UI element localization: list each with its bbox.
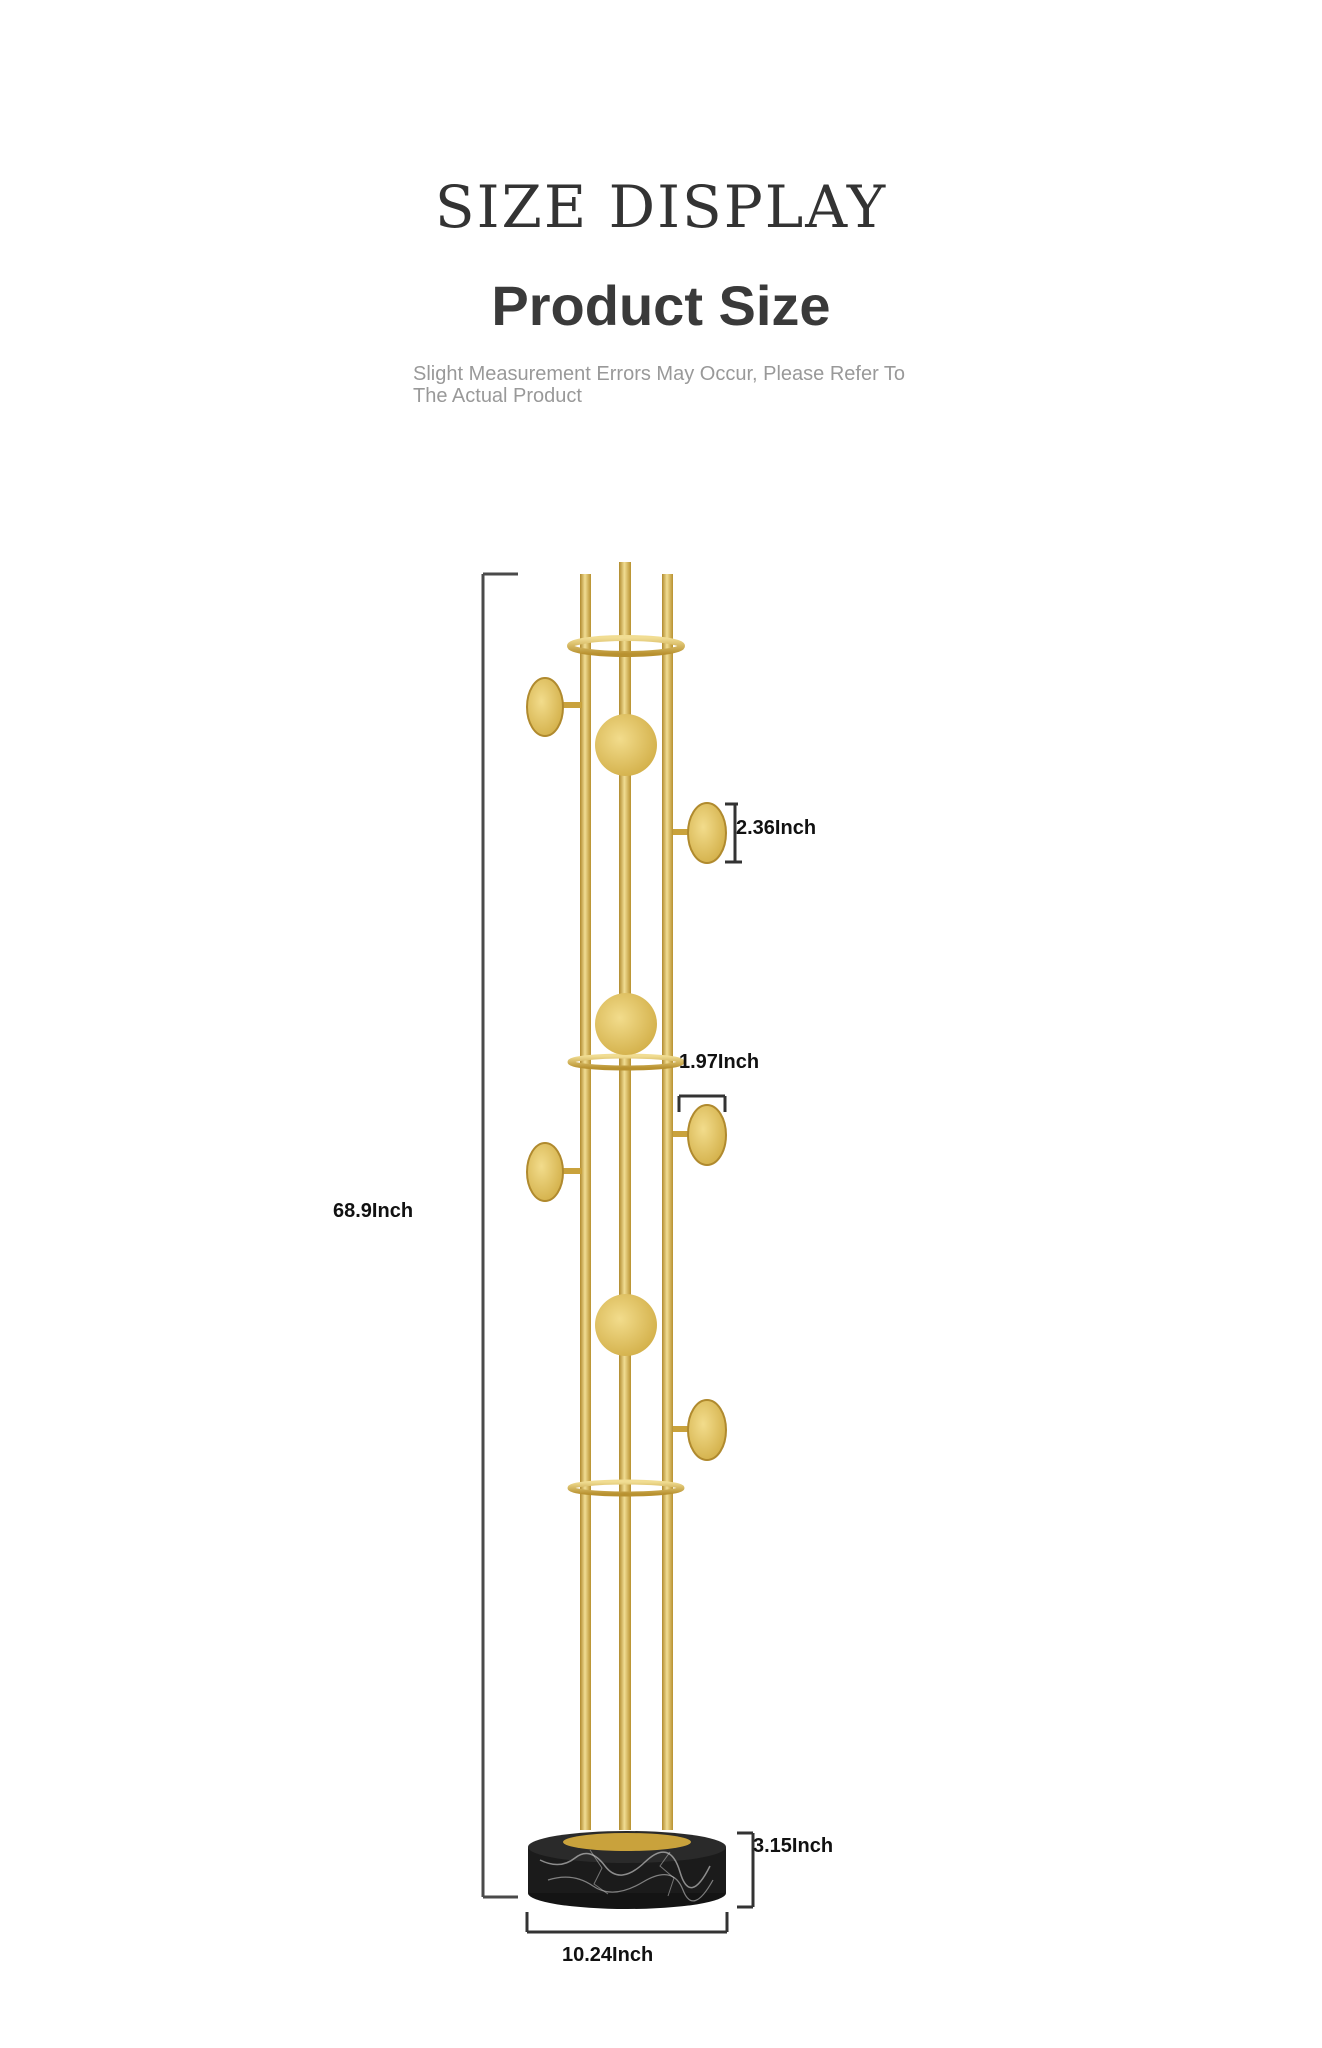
section-title: SIZE DISPLAY bbox=[434, 173, 888, 241]
page-title: Product Size bbox=[491, 274, 831, 337]
height-dimension-line bbox=[483, 574, 518, 1897]
base-diameter-label: 10.24Inch bbox=[562, 1944, 654, 1966]
hook-diameter-label: 2.36Inch bbox=[736, 817, 817, 839]
right-hooks bbox=[673, 803, 726, 1460]
measurement-note: Slight Measurement Errors May Occur, Please Refer To The Actual Product bbox=[413, 363, 906, 407]
hook-length-label: 1.97Inch bbox=[679, 1051, 760, 1073]
base-height-bracket bbox=[737, 1833, 753, 1907]
left-hooks bbox=[527, 678, 582, 1201]
base-height-label: 3.15Inch bbox=[753, 1835, 834, 1857]
base-width-bracket bbox=[527, 1912, 727, 1932]
marble-base bbox=[528, 1831, 726, 1909]
total-height-label: 68.9Inch bbox=[333, 1200, 414, 1222]
